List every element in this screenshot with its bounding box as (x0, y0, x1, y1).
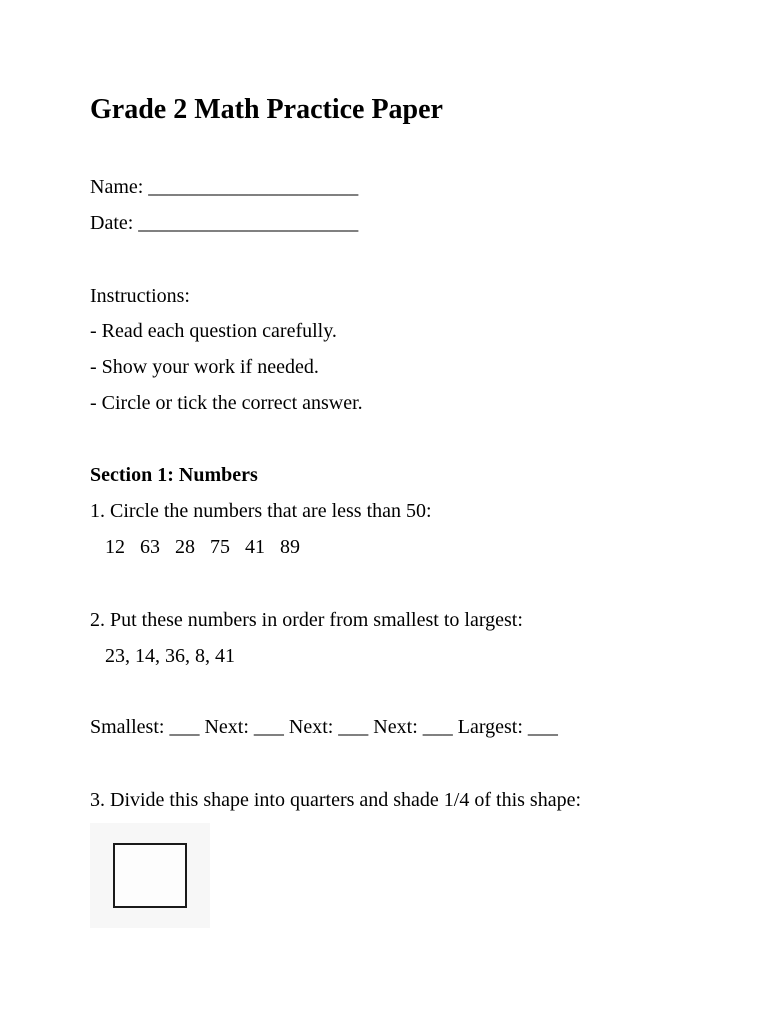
question-1-text: 1. Circle the numbers that are less than 50: (90, 500, 432, 522)
question-2-numbers: 23, 14, 36, 8, 41 (105, 645, 235, 667)
section-heading: Section 1: Numbers (90, 464, 258, 486)
name-field: Name: _____________________ (90, 176, 359, 198)
instruction-item: - Show your work if needed. (90, 356, 319, 378)
square-shape (113, 843, 187, 908)
question-3-text: 3. Divide this shape into quarters and shade 1/4 of this shape: (90, 789, 582, 811)
date-field: Date: ______________________ (90, 212, 359, 234)
instructions-heading: Instructions: (90, 285, 190, 307)
page-title: Grade 2 Math Practice Paper (90, 94, 443, 125)
question-1-numbers: 12 63 28 75 41 89 (105, 536, 300, 558)
question-2-answer-line: Smallest: ___ Next: ___ Next: ___ Next: ___ Largest: ___ (90, 716, 558, 738)
instruction-item: - Circle or tick the correct answer. (90, 392, 363, 414)
instruction-item: - Read each question carefully. (90, 320, 337, 342)
question-2-text: 2. Put these numbers in order from smallest to largest: (90, 609, 523, 631)
square-shape-figure (90, 823, 210, 928)
